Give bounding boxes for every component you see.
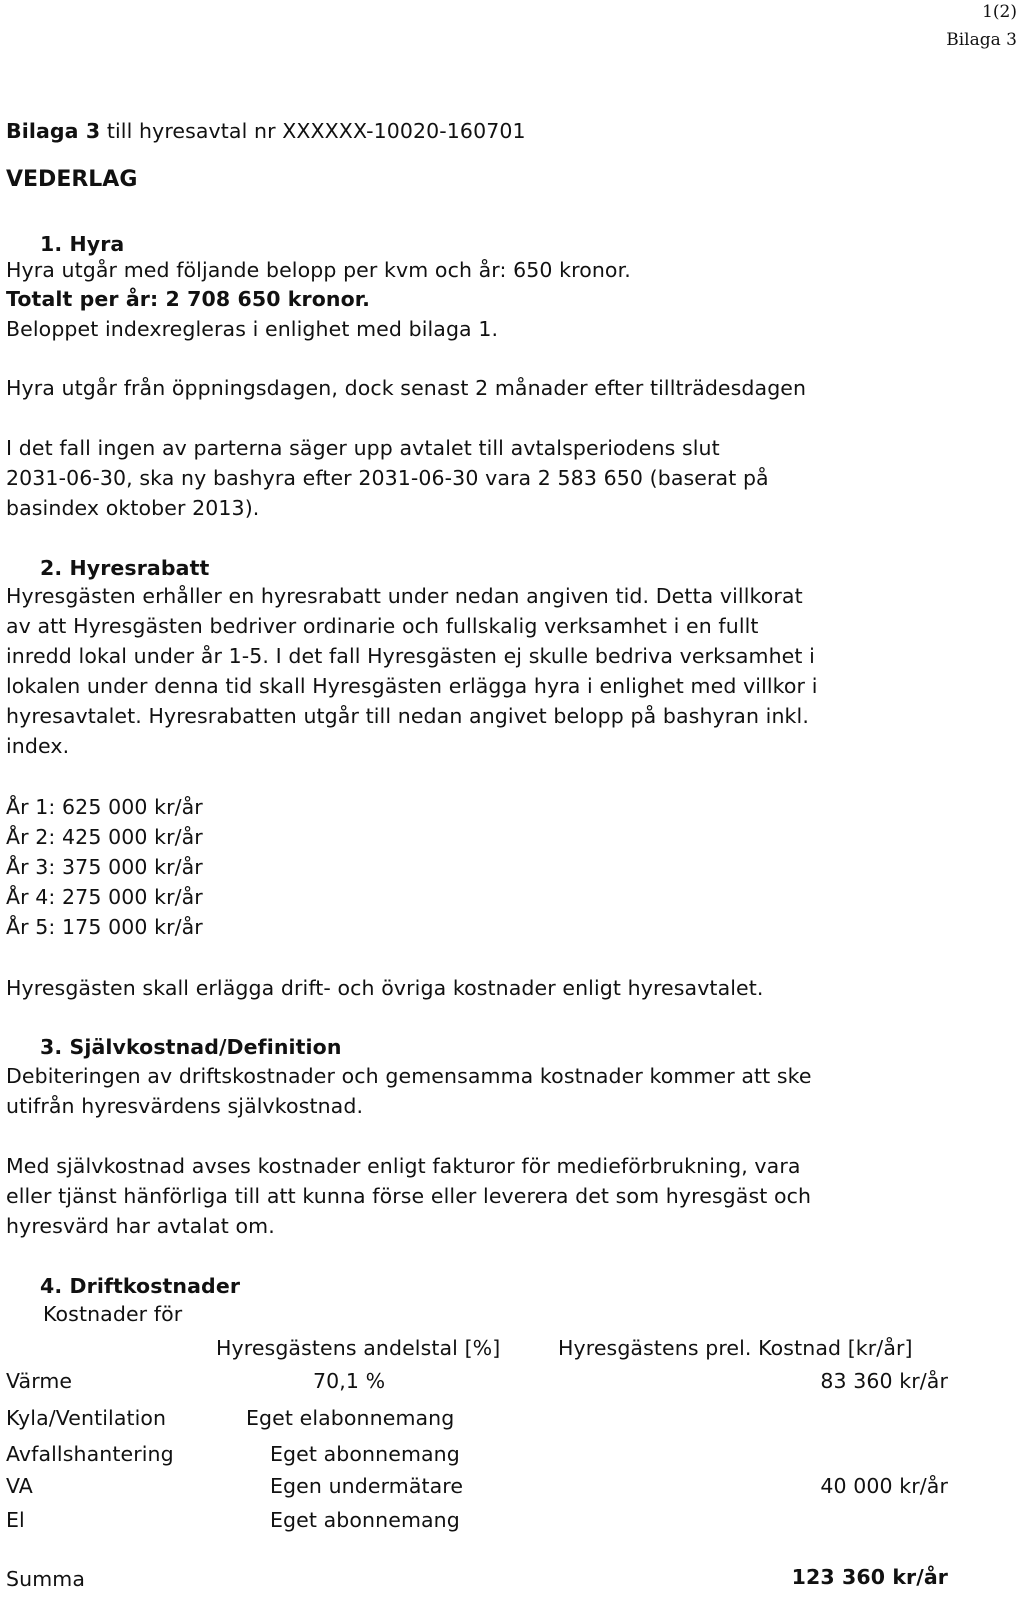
section-2-line-4: lokalen under denna tid skall Hyresgästen erlägga hyra i enlighet med villkor i bbox=[6, 674, 818, 698]
section-1-para-2: Hyra utgår från öppningsdagen, dock senast 2 månader efter tillträdesdagen bbox=[6, 376, 807, 400]
rebate-year-3: År 3: 375 000 kr/år bbox=[6, 855, 203, 879]
cost-row-cost: 83 360 kr/år bbox=[820, 1369, 948, 1393]
section-1-para-3-line-3: basindex oktober 2013). bbox=[6, 496, 260, 520]
section-4-heading: 4. Driftkostnader bbox=[40, 1274, 241, 1298]
column-header-share: Hyresgästens andelstal [%] bbox=[216, 1336, 501, 1360]
cost-row-share: Eget elabonnemang bbox=[246, 1406, 455, 1430]
section-2-line-3: inredd lokal under år 1-5. I det fall Hyresgästen ej skulle bedriva verksamhet i bbox=[6, 644, 815, 668]
section-1-line-1: Hyra utgår med följande belopp per kvm och år: 650 kronor. bbox=[6, 258, 631, 282]
cost-row-name: VA bbox=[6, 1474, 33, 1498]
section-1-para-3-line-2: 2031-06-30, ska ny bashyra efter 2031-06-30 vara 2 583 650 (baserat på bbox=[6, 466, 769, 490]
title-prefix: Bilaga 3 bbox=[6, 119, 101, 143]
section-2-line-5: hyresavtalet. Hyresrabatten utgår till nedan angivet belopp på bashyran inkl. bbox=[6, 704, 809, 728]
column-header-cost: Hyresgästens prel. Kostnad [kr/år] bbox=[558, 1336, 913, 1360]
cost-row-share: Eget abonnemang bbox=[270, 1508, 460, 1532]
rebate-year-1: År 1: 625 000 kr/år bbox=[6, 795, 203, 819]
sum-value: 123 360 kr/år bbox=[791, 1565, 948, 1589]
cost-row-name: Avfallshantering bbox=[6, 1442, 174, 1466]
section-2-line-6: index. bbox=[6, 734, 70, 758]
main-heading: VEDERLAG bbox=[6, 167, 138, 192]
document-title bbox=[6, 119, 526, 143]
section-1-heading: 1. Hyra bbox=[40, 232, 125, 256]
cost-row-name: Kyla/Ventilation bbox=[6, 1406, 167, 1430]
cost-row-cost: 40 000 kr/år bbox=[820, 1474, 948, 1498]
rebate-year-5: År 5: 175 000 kr/år bbox=[6, 915, 203, 939]
section-2-line-2: av att Hyresgästen bedriver ordinarie och fullskalig verksamhet i en fullt bbox=[6, 614, 759, 638]
section-3-para-1-line-1: Debiteringen av driftskostnader och gemensamma kostnader kommer att ske bbox=[6, 1064, 812, 1088]
attachment-label: Bilaga 3 bbox=[946, 30, 1017, 50]
cost-row-name: El bbox=[6, 1508, 25, 1532]
section-2-heading: 2. Hyresrabatt bbox=[40, 556, 210, 580]
cost-row-share: Eget abonnemang bbox=[270, 1442, 460, 1466]
title-rest: till hyresavtal nr XXXXXX-10020-160701 bbox=[100, 119, 526, 143]
cost-row-name: Värme bbox=[6, 1369, 73, 1393]
rebate-year-4: År 4: 275 000 kr/år bbox=[6, 885, 203, 909]
section-3-para-2-line-3: hyresvärd har avtalat om. bbox=[6, 1214, 275, 1238]
sum-label: Summa bbox=[6, 1567, 86, 1591]
section-3-para-1-line-2: utifrån hyresvärdens självkostnad. bbox=[6, 1094, 364, 1118]
cost-row-share: Egen undermätare bbox=[270, 1474, 464, 1498]
page-number: 1(2) bbox=[982, 2, 1017, 22]
section-3-para-2-line-1: Med självkostnad avses kostnader enligt fakturor för medieförbrukning, vara bbox=[6, 1154, 801, 1178]
section-4-subheading: Kostnader för bbox=[43, 1302, 183, 1326]
section-3-heading: 3. Självkostnad/Definition bbox=[40, 1035, 342, 1059]
cost-row-share: 70,1 % bbox=[313, 1369, 386, 1393]
section-3-para-2-line-2: eller tjänst hänförliga till att kunna förse eller leverera det som hyresgäst och bbox=[6, 1184, 812, 1208]
section-2-note: Hyresgästen skall erlägga drift- och övriga kostnader enligt hyresavtalet. bbox=[6, 976, 764, 1000]
rebate-year-2: År 2: 425 000 kr/år bbox=[6, 825, 203, 849]
section-1-total: Totalt per år: 2 708 650 kronor. bbox=[6, 287, 370, 311]
section-1-line-3: Beloppet indexregleras i enlighet med bilaga 1. bbox=[6, 317, 499, 341]
section-1-para-3-line-1: I det fall ingen av parterna säger upp avtalet till avtalsperiodens slut bbox=[6, 436, 720, 460]
section-2-line-1: Hyresgästen erhåller en hyresrabatt under nedan angiven tid. Detta villkorat bbox=[6, 584, 803, 608]
